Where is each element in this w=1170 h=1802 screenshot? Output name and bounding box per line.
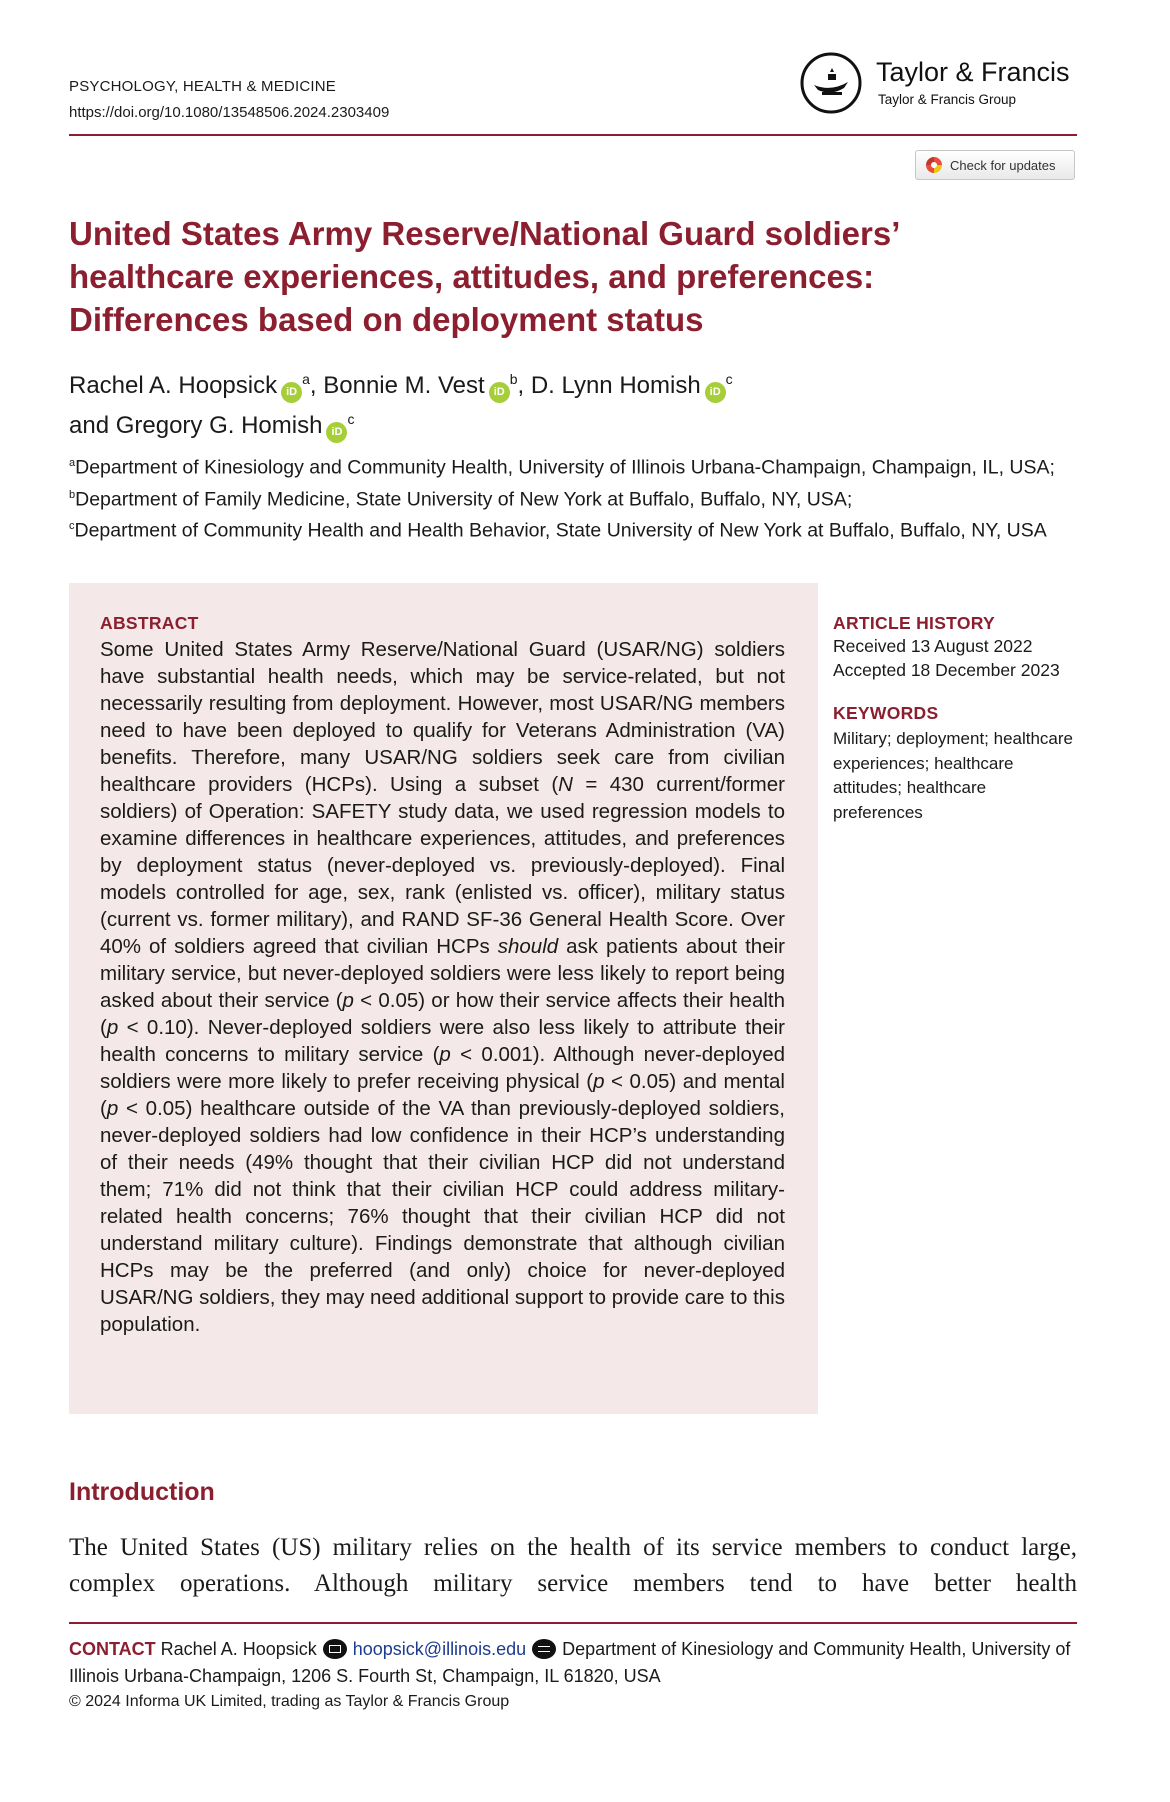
abstract-segment: ask patients about their military service, but never-deployed soldiers were less likely to report being asked about their service ( [100, 935, 785, 1012]
abstract-italic: should [497, 935, 559, 958]
abstract-segment: < 0.001). Although never-deployed soldiers were more likely to prefer receiving physical ( [100, 1043, 785, 1093]
doi-link[interactable]: https://doi.org/10.1080/13548506.2024.2303409 [69, 104, 390, 121]
affiliation-mark: b [69, 488, 76, 501]
affiliations [69, 450, 1079, 545]
orcid-icon[interactable]: iD [326, 422, 347, 443]
abstract-text [100, 636, 785, 1338]
contact-label: CONTACT [69, 1639, 156, 1659]
accepted-date: Accepted 18 December 2023 [833, 660, 1060, 680]
author-name[interactable]: Gregory G. Homish [115, 412, 323, 439]
abstract-segment: < 0.05) or how their service affects their health ( [100, 989, 785, 1039]
author-affiliation-mark: b [509, 371, 518, 387]
author-affiliation-mark: c [725, 371, 733, 387]
received-date: Received 13 August 2022 [833, 636, 1033, 656]
abstract-segment: < 0.05) healthcare outside of the VA than previously-deployed soldiers, never-deployed soldiers had low confidence in their HCP’s understanding of their needs (49% thought that their civilian HCP did not understand them; 71% did not think that their civilian HCP could address military-related health concerns; 76% thought that their civilian HCP did not understand military culture). Findings demonstrate that although civilian HCPs may be the preferred (and only) choice for never-deployed USAR/NG soldiers, they may need additional support to provide care to this population. [100, 1097, 785, 1336]
article-history-heading: ARTICLE HISTORY [833, 613, 996, 633]
contact-address: Department of Kinesiology and Community Health, University of Illinois Urbana-Champaign, 1206 S. Fourth St, Champaign, IL 61820, USA [69, 1639, 1071, 1686]
abstract-segment: Some United States Army Reserve/National Guard (USAR/NG) soldiers have substantial health needs, which may be service-related, but not necessarily resulting from deployment. However, most USAR/NG members need to have been deployed to qualify for Veterans Administration (VA) benefits. Therefore, many USAR/NG soldiers seek care from civilian healthcare providers (HCPs). Using a subset ( [100, 638, 785, 796]
contact-info [69, 1636, 1079, 1690]
orcid-icon[interactable]: iD [489, 382, 510, 403]
author-name[interactable]: Rachel A. Hoopsick [69, 372, 278, 399]
abstract-segment: < 0.05) and mental ( [100, 1070, 785, 1120]
author-separator: , [309, 372, 324, 399]
email-icon [323, 1639, 347, 1659]
check-for-updates-label: Check for updates [950, 157, 1056, 173]
keywords-heading: KEYWORDS [833, 703, 939, 723]
abstract-italic: p [439, 1043, 451, 1066]
affiliation-mark: a [69, 457, 76, 469]
publisher-name: Taylor & Francis [876, 57, 1070, 87]
abstract-italic: p [106, 1097, 119, 1120]
orcid-icon[interactable]: iD [281, 382, 302, 403]
affiliation: Department of Kinesiology and Community Health, University of Illinois Urbana-Champaign, Champaign, IL, USA; [75, 456, 1055, 479]
orcid-icon[interactable]: iD [705, 382, 726, 403]
journal-name: PSYCHOLOGY, HEALTH & MEDICINE [69, 78, 336, 95]
abstract-italic: p [342, 989, 354, 1012]
author-name[interactable]: D. Lynn Homish [530, 372, 701, 399]
article-title: United States Army Reserve/National Guard soldiers’ healthcare experiences, attitudes, and preferences: Differences based on deployment status [69, 215, 899, 338]
author-list [69, 363, 1049, 443]
publisher-lamp-icon [800, 52, 862, 114]
author-affiliation-mark: a [302, 371, 310, 387]
introduction-text: The United States (US) military relies on the health of its service members to conduct large, complex operations. Although military service members tend to have better health [69, 1534, 1077, 1597]
abstract-segment: < 0.10). Never-deployed soldiers were also less likely to attribute their health concerns to military service ( [100, 1016, 785, 1066]
keywords-list: Military; deployment; healthcare experiences; healthcare attitudes; healthcare preferences [833, 729, 1074, 822]
author-affiliation-mark: c [347, 411, 355, 427]
crossmark-icon [926, 157, 942, 173]
introduction-heading: Introduction [69, 1478, 215, 1506]
affiliation: Department of Family Medicine, State University of New York at Buffalo, Buffalo, NY, USA; [75, 488, 853, 510]
affiliation: Department of Community Health and Health Behavior, State University of New York at Buffalo, Buffalo, NY, USA [74, 519, 1047, 542]
footer-rule [69, 1622, 1077, 1624]
author-separator: , [517, 372, 531, 399]
publisher-group: Taylor & Francis Group [878, 92, 1017, 107]
check-for-updates-button[interactable] [915, 150, 1075, 180]
author-separator: and [69, 412, 116, 439]
author-name[interactable]: Bonnie M. Vest [323, 372, 485, 399]
contact-name: Rachel A. Hoopsick [160, 1639, 317, 1659]
abstract-segment: = 430 current/former soldiers) of Operation: SAFETY study data, we used regression models to examine differences in healthcare experiences, attitudes, and preferences by deployment status (never-deployed vs. previously-deployed). Final models controlled for age, sex, rank (enlisted vs. officer), military status (current vs. former military), and RAND SF-36 General Health Score. Over 40% of soldiers agreed that civilian HCPs [100, 773, 785, 958]
contact-email-link[interactable]: hoopsick@illinois.edu [352, 1639, 527, 1659]
header-rule [69, 134, 1077, 136]
abstract-italic: p [106, 1016, 119, 1039]
affiliation-mark: c [69, 520, 75, 532]
address-icon [532, 1639, 556, 1659]
abstract-italic: N [558, 773, 573, 796]
abstract-italic: p [593, 1070, 605, 1093]
abstract-heading: ABSTRACT [100, 613, 199, 633]
publisher-logo [800, 52, 1080, 122]
copyright: © 2024 Informa UK Limited, trading as Taylor & Francis Group [69, 1693, 510, 1710]
